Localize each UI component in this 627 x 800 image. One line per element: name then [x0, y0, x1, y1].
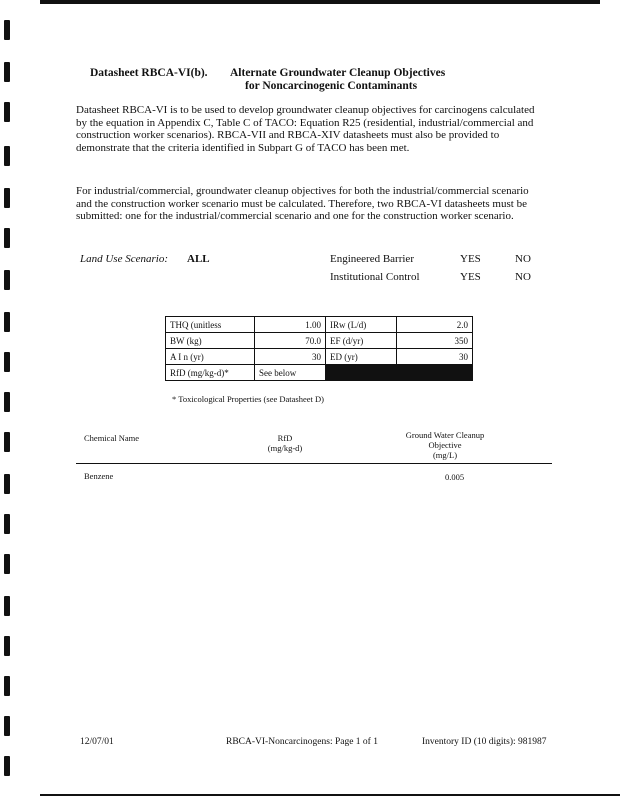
engineered-barrier-no[interactable]: NO [515, 253, 531, 265]
col-header-rfd-line1: RfD [277, 433, 293, 443]
page-title: Alternate Groundwater Cleanup Objectives [230, 67, 446, 79]
table-row-chemical: Benzene [84, 471, 114, 481]
binder-hole [4, 188, 10, 208]
col-header-chemical: Chemical Name [84, 433, 139, 443]
toxicological-note: * Toxicological Properties (see Datasheet D) [172, 394, 324, 404]
datasheet-id: Datasheet RBCA-VI(b). [90, 67, 208, 79]
table-row-objective: 0.005 [445, 472, 465, 482]
rfd-value: See below [255, 365, 326, 381]
footer-date: 12/07/01 [80, 737, 114, 747]
institutional-control-label: Institutional Control [330, 271, 420, 283]
binder-hole [4, 676, 10, 696]
at-value: 30 [255, 349, 326, 365]
thq-label: THQ (unitless [166, 317, 255, 333]
binder-hole [4, 20, 10, 40]
at-label: A I n (yr) [166, 349, 255, 365]
page-subtitle: for Noncarcinogenic Contaminants [245, 80, 418, 92]
table-divider [76, 463, 552, 464]
binder-hole [4, 514, 10, 534]
ed-label: ED (yr) [326, 349, 397, 365]
instructions-paragraph-1: Datasheet RBCA-VI is to be used to develop groundwater cleanup objectives for carcinogens calculated by the equation in Appendix C, Table C of TACO: Equation R25 (residential, industrial/commercial and construction worker scenarios). RBCA-VII and RBCA-XIV datasheets must also be provided to demonstrate that the criteria identified in Subpart G of TACO has been met. [76, 104, 535, 154]
binder-hole [4, 432, 10, 452]
engineered-barrier-label: Engineered Barrier [330, 253, 414, 265]
engineered-barrier-yes[interactable]: YES [460, 253, 481, 265]
top-edge-line [40, 0, 600, 4]
binder-hole [4, 716, 10, 736]
bw-value: 70.0 [255, 333, 326, 349]
exposure-parameters-table [165, 316, 473, 381]
land-use-label: Land Use Scenario: [80, 253, 168, 265]
bottom-edge-line [40, 794, 620, 796]
thq-value: 1.00 [255, 317, 326, 333]
instructions-paragraph-2: For industrial/commercial, groundwater cleanup objectives for both the industrial/commercial scenario and the construction worker scenario must be calculated. Therefore, two RBCA-VI datasheets must be submitted: one for the industrial/commercial scenario and one for the construction worker scenario. [76, 185, 529, 222]
col-header-gw-line3: (mg/L) [432, 450, 458, 460]
footer-inventory-id: Inventory ID (10 digits): 981987 [422, 737, 547, 747]
ef-value: 350 [397, 333, 473, 349]
binder-hole [4, 392, 10, 412]
binder-hole [4, 228, 10, 248]
binder-hole [4, 62, 10, 82]
binder-hole [4, 270, 10, 290]
rfd-label: RfD (mg/kg-d)* [166, 365, 255, 381]
ef-label: EF (d/yr) [326, 333, 397, 349]
binder-hole [4, 146, 10, 166]
binder-hole [4, 554, 10, 574]
blacked-out-cell [326, 365, 473, 381]
binder-hole [4, 756, 10, 776]
irw-value: 2.0 [397, 317, 473, 333]
binder-hole [4, 596, 10, 616]
col-header-rfd [255, 433, 315, 453]
col-header-gw-line2: Objective [428, 440, 462, 450]
institutional-control-no[interactable]: NO [515, 271, 531, 283]
land-use-value: ALL [187, 253, 210, 265]
binder-hole [4, 636, 10, 656]
binder-hole [4, 102, 10, 122]
binder-hole [4, 312, 10, 332]
ed-value: 30 [397, 349, 473, 365]
binder-hole [4, 474, 10, 494]
binder-hole [4, 352, 10, 372]
bw-label: BW (kg) [166, 333, 255, 349]
institutional-control-yes[interactable]: YES [460, 271, 481, 283]
col-header-gw-objective [390, 430, 500, 460]
irw-label: IRw (L/d) [326, 317, 397, 333]
col-header-gw-line1: Ground Water Cleanup [405, 430, 485, 440]
col-header-rfd-line2: (mg/kg-d) [267, 443, 303, 453]
footer-page-number: RBCA-VI-Noncarcinogens: Page 1 of 1 [226, 737, 378, 747]
